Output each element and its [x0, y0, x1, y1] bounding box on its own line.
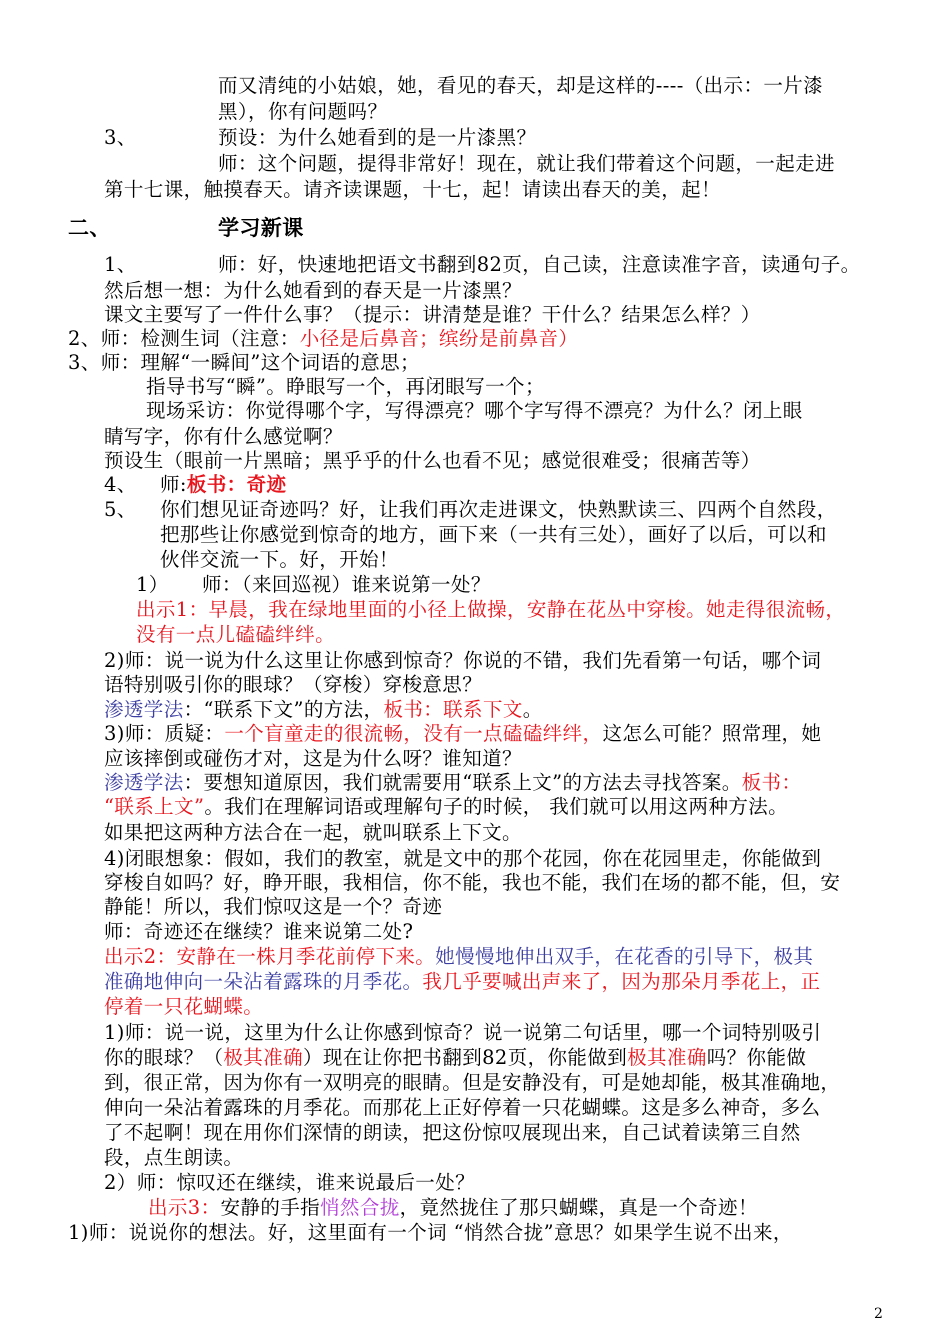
text-line: 2)师：说一说为什么这里让你感到惊奇？你说的不错，我们先看第一句话，哪个词: [104, 649, 822, 672]
list-item: 3、 预设：为什么她看到的是一片漆黑？: [104, 126, 537, 149]
text-line: 静能！所以，我们惊叹这是一个？奇迹: [104, 895, 443, 918]
text-line: 睛写字，你有什么感觉啊？: [104, 425, 343, 448]
list-item: 4、 师:板书：奇迹: [104, 473, 287, 496]
list-item: 1） 师：（来回巡视）谁来说第一处？: [136, 573, 491, 596]
text-line: 伙伴交流一下。好，开始！: [160, 548, 399, 571]
text-line: 渗透学法：“联系下文”的方法，板书：联系下文。: [104, 698, 543, 721]
text-line: 了不起啊！现在用你们深情的朗读，把这份惊叹展现出来，自己试着读第三自然: [104, 1121, 801, 1144]
text-line: 出示3：安静的手指悄然合拢，竟然拢住了那只蝴蝶，真是一个奇迹！: [148, 1196, 758, 1219]
text-line: 停着一只花蝴蝶。: [104, 995, 264, 1018]
text-line: 语特别吸引你的眼球？（穿梭）穿梭意思？: [104, 673, 483, 696]
text-line: 1)师：说说你的想法。好，这里面有一个词 “悄然合拢”意思？如果学生说不出来，: [68, 1221, 793, 1244]
text-line: 3)师：质疑：一个盲童走的很流畅，没有一点磕磕绊绊，这怎么可能？照常理，她: [104, 722, 822, 745]
text-line: 出示1：早晨，我在绿地里面的小径上做操，安静在花丛中穿梭。她走得很流畅，: [136, 598, 846, 621]
text-line: 指导书写“瞬”。睁眼写一个，再闭眼写一个；: [146, 375, 545, 398]
text-line: 出示2：安静在一株月季花前停下来。她慢慢地伸出双手，在花香的引导下，极其: [104, 945, 814, 968]
list-item: 5、 你们想见证奇迹吗？好，让我们再次走进课文，快熟默读三、四两个自然段，: [104, 498, 837, 521]
text-line: 伸向一朵沾着露珠的月季花。而那花上正好停着一只花蝴蝶。这是多么神奇，多么: [104, 1096, 821, 1119]
text-line: 如果把这两种方法合在一起，就叫联系上下文。: [104, 821, 522, 844]
text-line: 渗透学法：要想知道原因，我们就需要用“联系上文”的方法去寻找答案。板书：: [104, 771, 802, 794]
text-line: 应该摔倒或碰伤才对，这是为什么呀？谁知道？: [104, 747, 522, 770]
text-line: 而又清纯的小姑娘，她，看见的春天，却是这样的----（出示：一片漆: [218, 74, 824, 97]
text-line: 1)师：说一说，这里为什么让你感到惊奇？说一说第二句话里，哪一个词特别吸引: [104, 1021, 822, 1044]
text-line: 2）师：惊叹还在继续，谁来说最后一处？: [104, 1171, 476, 1194]
text-line: 预设生（眼前一片黑暗；黑乎乎的什么也看不见；感觉很难受；很痛苦等）: [104, 449, 761, 472]
section-heading: 二、 学习新课: [68, 216, 304, 240]
text-line: 黑），你有问题吗？: [218, 100, 388, 123]
text-line: 然后想一想：为什么她看到的春天是一片漆黑？: [104, 279, 522, 302]
text-line: 现场采访：你觉得哪个字，写得漂亮？哪个字写得不漂亮？为什么？闭上眼: [146, 399, 803, 422]
text-line: 准确地伸向一朵沾着露珠的月季花。我几乎要喊出声来了，因为那朵月季花上，正: [104, 970, 821, 993]
page-number: 2: [874, 1306, 883, 1322]
text-line: 2、师：检测生词（注意：小径是后鼻音；缤纷是前鼻音）: [68, 327, 579, 350]
text-line: 你的眼球？（极其准确）现在让你把书翻到82页，你能做到极其准确吗？你能做: [104, 1046, 807, 1069]
text-line: 师：奇迹还在继续？谁来说第二处?: [104, 920, 414, 943]
text-line: 4)闭眼想象：假如，我们的教室，就是文中的那个花园，你在花园里走，你能做到: [104, 847, 822, 870]
text-line: 穿梭自如吗？好，睁开眼，我相信，你不能，我也不能，我们在场的都不能，但，安: [104, 871, 841, 894]
list-item: 1、 师：好，快速地把语文书翻到82页，自己读，注意读准字音，读通句子。: [104, 253, 861, 276]
text-line: 没有一点儿磕磕绊绊。: [136, 623, 336, 646]
text-line: 3、师：理解“一瞬间”这个词语的意思；: [68, 351, 420, 374]
text-line: 段，点生朗读。: [104, 1146, 244, 1169]
text-line: 师：这个问题，提得非常好！现在，就让我们带着这个问题，一起走进: [218, 152, 835, 175]
text-line: 把那些让你感觉到惊奇的地方，画下来（一共有三处），画好了以后，可以和: [160, 523, 827, 546]
text-line: “联系上文”。我们在理解词语或理解句子的时候， 我们就可以用这两种方法。: [104, 795, 789, 818]
text-line: 课文主要写了一件什么事？（提示：讲清楚是谁？干什么？结果怎么样？）: [104, 303, 761, 326]
text-line: 第十七课，触摸春天。请齐读课题，十七，起！请读出春天的美，起！: [104, 178, 721, 201]
text-line: 到，很正常，因为你有一双明亮的眼睛。但是安静没有，可是她却能，极其准确地，: [104, 1071, 841, 1094]
